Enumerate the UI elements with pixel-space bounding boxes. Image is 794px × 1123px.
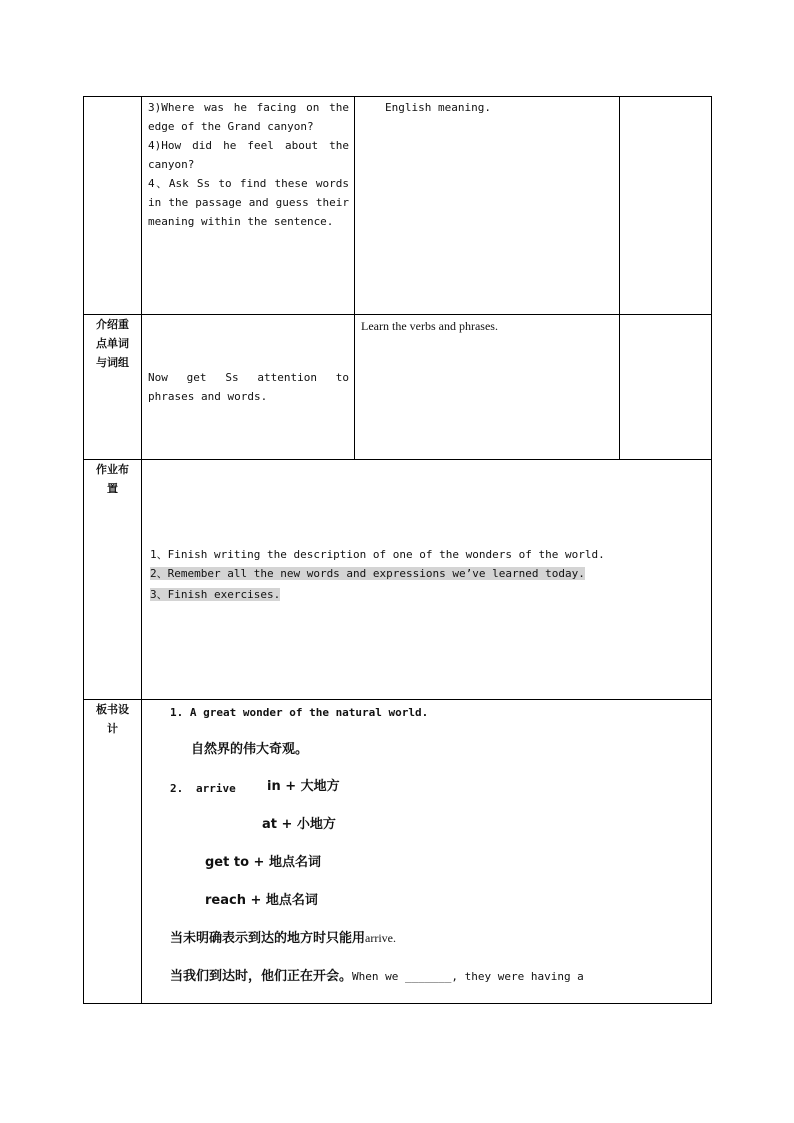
board-line-4: get to + 地点名词 — [205, 855, 321, 870]
student-activity-text: Learn the verbs and phrases. — [361, 319, 498, 333]
homework-item-1: 1、Finish writing the description of one of the wonders of the world. — [150, 548, 605, 561]
board-line-3: at + 小地方 — [262, 817, 336, 832]
lesson-plan-table — [83, 96, 712, 1004]
teacher-activity-text: Now get Ss attention to phrases and words. — [148, 371, 349, 403]
table-row — [84, 460, 712, 700]
student-activity-cell — [355, 97, 620, 315]
board-line-5: reach + 地点名词 — [205, 893, 318, 908]
board-line-6-cn: 当未明确表示到达的地方时只能用 — [170, 931, 366, 946]
homework-cell — [142, 460, 712, 700]
table-row — [84, 97, 712, 315]
board-line-6-en: arrive. — [365, 931, 396, 945]
board-line-7-cn: 当我们到达时，他们正在开会。 — [170, 969, 353, 984]
homework-item-2: 2、Remember all the new words and expressions we’ve learned today. — [150, 567, 585, 580]
student-activity-cell — [355, 315, 620, 460]
instruction-find-words: 4、Ask Ss to find these words in the passage and guess their meaning within the sentence. — [148, 177, 349, 228]
board-line-7-en: When we _______, they were having a — [352, 970, 584, 983]
student-activity-text: English meaning. — [385, 101, 491, 114]
row-label-homework: 作业布置 — [96, 463, 129, 495]
row-label-cell — [84, 700, 142, 1004]
board-line-1-cn: 自然界的伟大奇观。 — [191, 742, 309, 757]
row-label-key-words: 介绍重点单词与词组 — [96, 318, 129, 369]
row-label-cell — [84, 460, 142, 700]
teacher-activity-cell — [142, 315, 355, 460]
board-design-content — [142, 700, 711, 1003]
table-row — [84, 315, 712, 460]
board-design-cell — [142, 700, 712, 1004]
question-4: 4)How did he feel about the canyon? — [148, 139, 349, 171]
homework-item-3: 3、Finish exercises. — [150, 588, 281, 601]
board-line-1: 1. A great wonder of the natural world. — [170, 706, 429, 719]
row-label-cell — [84, 97, 142, 315]
board-line-2-word: arrive — [196, 782, 236, 795]
note-cell — [620, 315, 712, 460]
row-label-board-design: 板书设计 — [96, 703, 129, 735]
row-label-cell — [84, 315, 142, 460]
teacher-activity-cell — [142, 97, 355, 315]
note-cell — [620, 97, 712, 315]
table-row — [84, 700, 712, 1004]
board-line-2-rest: in + 大地方 — [267, 779, 340, 794]
question-3: 3)Where was he facing on the edge of the Grand canyon? — [148, 101, 349, 133]
board-line-2-num: 2. — [170, 782, 184, 795]
